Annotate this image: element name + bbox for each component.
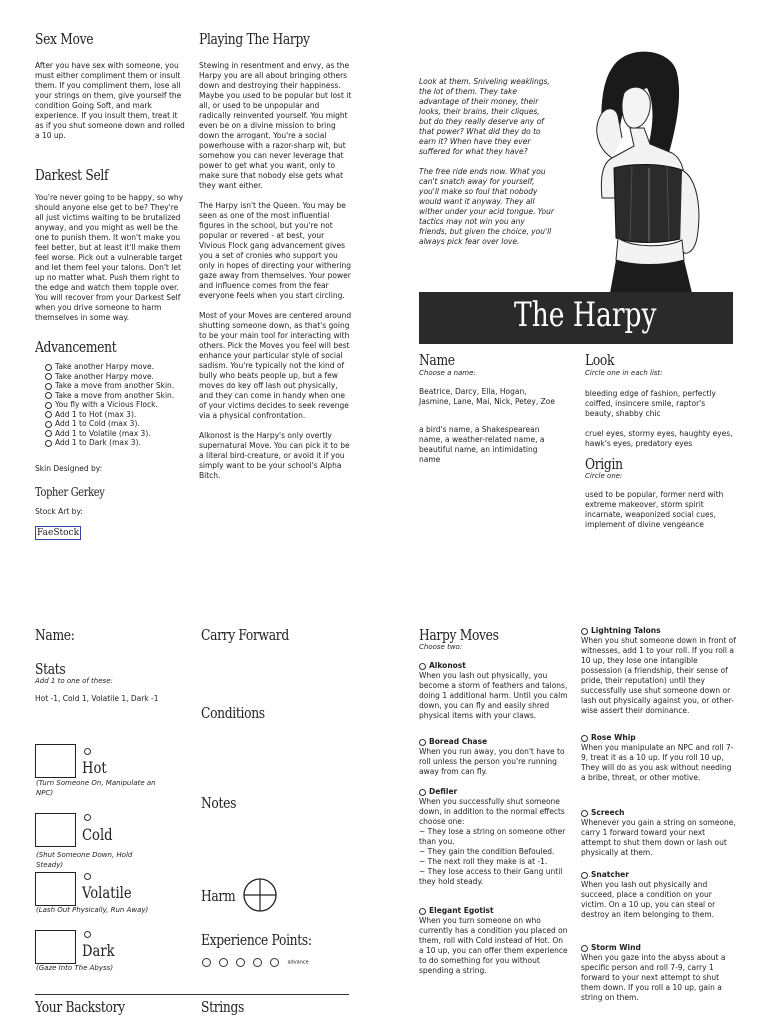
hot-stat-label: Hot — [82, 758, 107, 777]
cold-mark-circle[interactable] — [84, 814, 91, 821]
harpy-illustration — [572, 48, 742, 293]
move-rose-whip[interactable]: Rose Whip When you manipulate an NPC and roll 7-9, treat it as a 10 up. If you roll 10 up, They will do as you ask without needing a bribe, threat, or other motive. — [581, 733, 734, 782]
intro-quote — [419, 77, 554, 247]
moves-instruction: Choose two: — [419, 643, 463, 651]
checkbox-icon[interactable] — [45, 411, 52, 418]
move-boread-chase[interactable]: Boread Chase When you run away, you don't have to roll unless the person you're running away from can fly. — [419, 737, 565, 776]
name-heading: Name — [419, 351, 455, 369]
move-defiler[interactable]: Defiler When you successfully shut someone down, in addition to the normal effects choose one: ~ They lose a string on someone other than you. ~ They gain the condition Befouled. ~ The next roll they make is at -1. ~ They lose access to their Gang until they hold steady. — [419, 787, 566, 886]
cold-stat-box[interactable] — [35, 813, 76, 847]
origin-list[interactable]: used to be popular, former nerd with extreme makeover, storm spirit incarnate, weaponized social cues, implement of divine vengeance — [585, 490, 724, 529]
carry-forward-heading[interactable]: Carry Forward — [201, 626, 289, 644]
advancement-item[interactable]: You fly with a Vicious Flock. — [45, 400, 190, 410]
xp-circle[interactable] — [219, 958, 228, 967]
advancement-item[interactable]: Take a move from another Skin. — [45, 391, 190, 401]
tilde-icon: ~ — [419, 857, 428, 866]
look-instruction: Circle one in each list: — [585, 369, 663, 377]
stock-art-label: Stock Art by: — [35, 507, 83, 516]
cold-stat-label: Cold — [82, 825, 113, 844]
quote-paragraph-1: Look at them. Sniveling weaklings, the lot of them. They take advantage of their money, their looks, their brains, their cliques, but do they really deserve any of that power? What did they do to earn it? When have they ever suffered for what they have? — [419, 77, 550, 156]
checkbox-icon[interactable] — [45, 392, 52, 399]
stats-heading: Stats — [35, 660, 66, 678]
tilde-icon: ~ — [419, 867, 428, 876]
xp-track[interactable] — [202, 952, 309, 971]
advancement-item[interactable]: Take another Harpy move. — [45, 362, 190, 372]
checkbox-icon[interactable] — [45, 383, 52, 390]
name-list[interactable]: Beatrice, Darcy, Ella, Hogan, Jasmine, Lane, Mai, Nick, Petey, Zoe — [419, 387, 555, 406]
checkbox-icon[interactable] — [581, 735, 588, 742]
stats-instruction: Add 1 to one of these: — [35, 677, 113, 685]
stats-line: Hot -1, Cold 1, Volatile 1, Dark -1 — [35, 694, 159, 703]
designer-name: Topher Gerkey — [35, 485, 105, 499]
sex-move-text: After you have sex with someone, you must either compliment them or insult them. If you compliment them, lose all your strings on them, give yourself the condition Going Soft, and mark experience. If you insult them, treat it as if you shut someone down and rolled a 10 up. — [35, 61, 185, 140]
move-elegant-egotist[interactable]: Elegant Egotist When you turn someone on who currently has a condition you placed on them, roll with Cold instead of Hot. On a 10 up, you can offer them experience to do something for you without spending a string. — [419, 906, 568, 975]
look-heading: Look — [585, 351, 615, 369]
harm-tracker[interactable] — [242, 877, 278, 913]
playing-paragraph-2: The Harpy isn't the Queen. You may be seen as one of the most influential figures in the school, but you're not popular or revered - at best, your Vivious Flock gang advancement gives you a set of cronies who support you only in hopes of directing your withering gaze away from themselves. Your power and influence comes from the fear everyone feels when you start circling. — [199, 201, 351, 300]
origin-heading: Origin — [585, 455, 623, 473]
dark-stat-label: Dark — [82, 941, 115, 960]
section-divider — [35, 994, 349, 995]
xp-advance-circle[interactable] — [270, 958, 279, 967]
playing-paragraph-1: Stewing in resentment and envy, as the Harpy you are all about bringing others down and destroying their happiness. Maybe you used to be popular but lost it all, or used to be unpopular and radically reinvented yourself. You might even be on a divine mission to bring down the arrogant. You're a social powerhouse with a razor-sharp wit, but somehow you can never leverage that power to get what you want, only to make sure that nobody else gets what they want either. — [199, 61, 352, 190]
experience-heading: Experience Points: — [201, 931, 312, 949]
advancement-item[interactable]: Take another Harpy move. — [45, 372, 190, 382]
move-alkonost[interactable]: Alkonost When you lash out physically, you become a storm of feathers and talons, doing 1 additional harm. Until you calm down, you can fly and easily shred physical items with your claws. — [419, 661, 568, 720]
xp-circle[interactable] — [253, 958, 262, 967]
origin-instruction: Circle one: — [585, 472, 623, 480]
checkbox-icon[interactable] — [45, 430, 52, 437]
dark-mark-circle[interactable] — [84, 931, 91, 938]
name-hint: a bird's name, a Shakespearean name, a weather-related name, a beautiful name, an intimidating name — [419, 425, 545, 464]
page-title: The Harpy — [514, 295, 657, 335]
move-storm-wind[interactable]: Storm Wind When you gaze into the abyss about a specific person and roll 7-9, carry 1 forward to your next attempt to shut them down. If you roll a 10 up, gain a string on them. — [581, 943, 726, 1002]
darkest-self-heading: Darkest Self — [35, 166, 109, 184]
cold-stat-moves: (Shut Someone Down, Hold Steady) — [36, 851, 133, 869]
move-snatcher[interactable]: Snatcher When you lash out physically and succeed, place a condition on your victim. On a 10 up, you can steal or destroy an item belonging to them. — [581, 870, 716, 919]
darkest-self-text: You're never going to be happy, so why should anyone else get to be? They're all just victims waiting to be brutalized anyway, and you might as well be the one to punish them. It won't make you feel better, but at least it'll make them feel worse. Pick out a vulnerable target and let them feel your talons. Don't let up no matter what. Push them right to the edge and watch them topple over. You will recover from your Darkest Self when you drive someone to harm themselves in some way. — [35, 193, 184, 322]
hot-stat-moves: (Turn Someone On, Manipulate an NPC) — [36, 779, 156, 797]
look-list-1[interactable]: bleeding edge of fashion, perfectly coiffed, insincere smile, raptor's beauty, shabby chic — [585, 389, 716, 418]
checkbox-icon[interactable] — [581, 628, 588, 635]
skin-designed-label: Skin Designed by: — [35, 464, 103, 473]
dark-stat-moves: (Gaze Into The Abyss) — [36, 964, 114, 972]
checkbox-icon[interactable] — [581, 945, 588, 952]
checkbox-icon[interactable] — [45, 440, 52, 447]
checkbox-icon[interactable] — [45, 421, 52, 428]
advancement-list — [45, 362, 190, 448]
volatile-mark-circle[interactable] — [84, 873, 91, 880]
sex-move-heading: Sex Move — [35, 30, 94, 48]
tilde-icon: ~ — [419, 847, 428, 856]
hot-stat-box[interactable] — [35, 744, 76, 778]
move-screech[interactable]: Screech Whenever you gain a string on someone, carry 1 forward toward your next attempt to shut them down or lash out physically at them. — [581, 808, 736, 857]
playing-paragraph-3: Most of your Moves are centered around shutting someone down, as that's going to be your main tool for interacting with others. Pick the Moves you feel will best enhance your particular style of social sadism. You're typically not the kind of bully who beats people up, but a few moves do key off lash out physically, and they can come in handy when one of your victims decides to seek revenge via a physical confrontation. — [199, 311, 352, 420]
advancement-item[interactable]: Add 1 to Dark (max 3). — [45, 438, 190, 448]
advancement-item[interactable]: Add 1 to Hot (max 3). — [45, 410, 190, 420]
xp-circle[interactable] — [202, 958, 211, 967]
volatile-stat-box[interactable] — [35, 872, 76, 906]
checkbox-icon[interactable] — [419, 739, 426, 746]
checkbox-icon[interactable] — [419, 908, 426, 915]
checkbox-icon[interactable] — [419, 789, 426, 796]
checkbox-icon[interactable] — [419, 663, 426, 670]
look-list-2[interactable]: cruel eyes, stormy eyes, haughty eyes, hawk's eyes, predatory eyes — [585, 429, 733, 448]
name-label[interactable]: Name: — [35, 626, 75, 644]
quote-paragraph-2: The free ride ends now. What you can't snatch away for yourself, you'll make so foul that nobody would want it anyway. They all wither under your acid tongue. Your tactics may not win you any friends, but given the choice, you'll always pick fear over love. — [419, 167, 554, 246]
dark-stat-box[interactable] — [35, 930, 76, 964]
checkbox-icon[interactable] — [45, 373, 52, 380]
backstory-heading: Your Backstory — [35, 998, 125, 1016]
faestock-link[interactable]: FaeStock — [37, 528, 80, 538]
conditions-heading[interactable]: Conditions — [201, 704, 265, 722]
name-instruction: Choose a name: — [419, 369, 476, 377]
harpy-moves-heading: Harpy Moves — [419, 626, 499, 644]
notes-heading[interactable]: Notes — [201, 794, 237, 812]
playing-text — [199, 61, 353, 481]
advancement-heading: Advancement — [35, 338, 117, 356]
checkbox-icon[interactable] — [581, 872, 588, 879]
hot-mark-circle[interactable] — [84, 748, 91, 755]
playing-paragraph-4: Alkonost is the Harpy's only overtly supernatural Move. You can pick it to be a literal bird-creature, or avoid it if you simply want to be your school's Alpha Bitch. — [199, 431, 350, 480]
checkbox-icon[interactable] — [581, 810, 588, 817]
checkbox-icon[interactable] — [45, 402, 52, 409]
advance-label: advance — [287, 959, 309, 966]
harm-heading: Harm — [201, 887, 236, 905]
advancement-item[interactable]: Add 1 to Cold (max 3). — [45, 419, 190, 429]
move-lightning-talons[interactable]: Lightning Talons When you shut someone down in front of witnesses, add 1 to your roll. If you roll a 10 up, they lose one intangible possession (a friendship, their sense of pride, their reputation) until they successfully use shut someone down or lash out physically against you, or other-wise assert their dominance. — [581, 626, 736, 715]
advancement-item[interactable]: Take a move from another Skin. — [45, 381, 190, 391]
tilde-icon: ~ — [419, 827, 428, 836]
xp-circle[interactable] — [236, 958, 245, 967]
advancement-item[interactable]: Add 1 to Volatile (max 3). — [45, 429, 190, 439]
strings-heading: Strings — [201, 998, 244, 1016]
volatile-stat-label: Volatile — [82, 883, 132, 902]
checkbox-icon[interactable] — [45, 364, 52, 371]
volatile-stat-moves: (Lash Out Physically, Run Away) — [36, 906, 149, 914]
playing-heading: Playing The Harpy — [199, 30, 310, 48]
